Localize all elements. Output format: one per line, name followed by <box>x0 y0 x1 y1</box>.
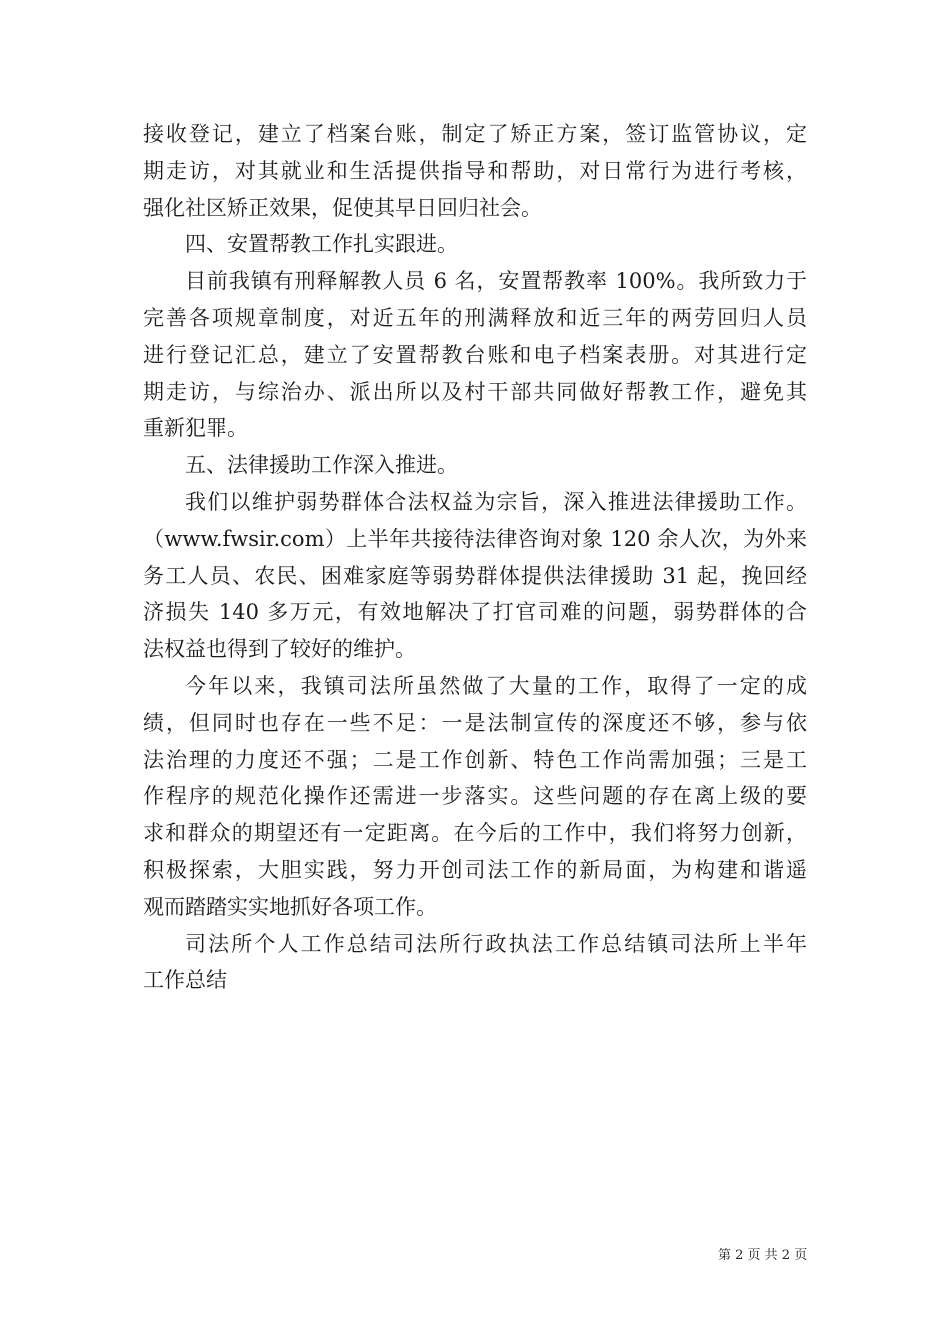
page-number: 第 2 页 共 2 页 <box>718 1248 808 1263</box>
document-body <box>143 116 807 999</box>
text-line: 完善各项规章制度，对近五年的刑满释放和近三年的两劳回归人员 <box>143 305 807 330</box>
text-line: 作程序的规范化操作还需进一步落实。这些问题的存在离上级的要 <box>143 784 807 809</box>
text-line: 我们以维护弱势群体合法权益为宗旨，深入推进法律援助工作。 <box>185 489 807 514</box>
text-line: 四、安置帮教工作扎实跟进。 <box>185 232 458 257</box>
text-line: 五、法律援助工作深入推进。 <box>185 453 458 478</box>
text-line: 济损失 140 多万元，有效地解决了打官司难的问题，弱势群体的合 <box>143 600 807 625</box>
paragraph <box>143 447 807 484</box>
text-line: （www.fwsir.com）上半年共接待法律咨询对象 120 余人次，为外来 <box>143 526 807 551</box>
paragraph <box>143 263 807 447</box>
text-line: 司法所个人工作总结司法所行政执法工作总结镇司法所上半年 <box>185 931 807 956</box>
text-line: 求和群众的期望还有一定距离。在今后的工作中，我们将努力创新， <box>143 821 807 846</box>
text-line: 目前我镇有刑释解教人员 6 名，安置帮教率 100%。我所致力于 <box>185 269 807 294</box>
text-line: 强化社区矫正效果，促使其早日回归社会。 <box>143 195 542 220</box>
paragraph <box>143 116 807 226</box>
text-line: 工作总结 <box>143 968 227 993</box>
text-line: 积极探索，大胆实践，努力开创司法工作的新局面，为构建和谐遥 <box>143 857 807 882</box>
text-line: 进行登记汇总，建立了安置帮教台账和电子档案表册。对其进行定 <box>143 342 807 367</box>
text-line: 法权益也得到了较好的维护。 <box>143 637 416 662</box>
text-line: 接收登记，建立了档案台账，制定了矫正方案，签订监管协议，定 <box>143 122 807 146</box>
text-line: 观而踏踏实实地抓好各项工作。 <box>143 894 437 919</box>
text-line: 重新犯罪。 <box>143 416 248 441</box>
paragraph <box>143 226 807 263</box>
paragraph <box>143 668 807 926</box>
text-line: 务工人员、农民、困难家庭等弱势群体提供法律援助 31 起，挽回经 <box>143 563 807 588</box>
text-line: 期走访，对其就业和生活提供指导和帮助，对日常行为进行考核， <box>143 158 807 183</box>
paragraph <box>143 926 807 1000</box>
text-line: 法治理的力度还不强；二是工作创新、特色工作尚需加强；三是工 <box>143 747 807 772</box>
text-line: 今年以来，我镇司法所虽然做了大量的工作，取得了一定的成 <box>185 673 807 698</box>
text-line: 绩，但同时也存在一些不足：一是法制宣传的深度还不够，参与依 <box>143 710 807 735</box>
paragraph <box>143 484 807 668</box>
text-line: 期走访，与综治办、派出所以及村干部共同做好帮教工作，避免其 <box>143 379 807 404</box>
